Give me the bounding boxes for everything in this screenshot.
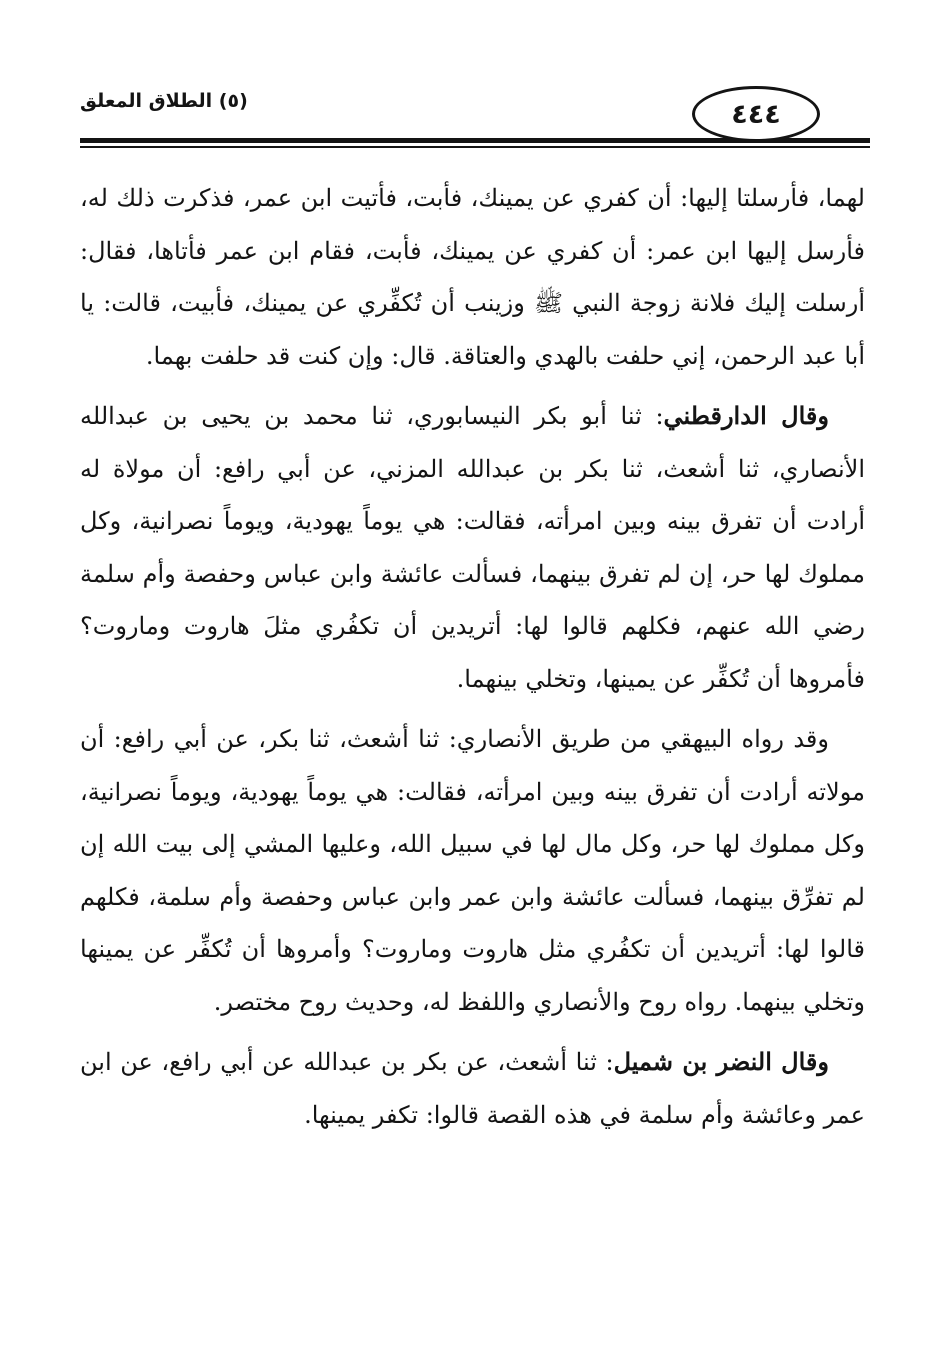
paragraph-4 (80, 1036, 865, 1141)
paragraph-2 (80, 390, 865, 705)
paragraph-text: : ثنا أشعث، عن بكر بن عبدالله عن أبي رافع، عن ابن عمر وعائشة وأم سلمة في هذه القصة قالوا: تكفر يمينها. (80, 1048, 865, 1129)
running-title: (٥) الطلاق المعلق (80, 90, 248, 112)
paragraph-text: لهما، فأرسلتا إليها: أن كفري عن يمينك، فأبت، فأتيت ابن عمر، فذكرت ذلك له، فأرسل إليها ابن عمر: أن كفري عن يمينك، فأبت، فقام ابن عمر فأتاها، فقال: أرسلت إليك فلانة زوجة النبي ﷺ وزينب أن تُكفِّري عن يمينك، فأبيت، قالت: يا أبا عبد الرحمن، إني حلفت بالهدي والعتاقة. قال: وإن كنت قد حلفت بهما. (80, 184, 865, 370)
page-number: ٤٤٤ (731, 98, 781, 130)
paragraph-text: وقد رواه البيهقي من طريق الأنصاري: ثنا أشعث، ثنا بكر، عن أبي رافع: أن مولاته أرادت أن تفرق بينه وبين امرأته، فقالت: هي يوماً يهودية، ويوماً نصرانية، وكل مملوك لها حر، وكل مال لها في سبيل الله، وعليها المشي إلى بيت الله إن لم تفرِّق بينهما، فسألت عائشة وابن عمر وابن عباس وحفصة وأم سلمة، فكلهم قالوا لها: أتريدين أن تكفُري مثل هاروت وماروت؟ وأمروها أن تُكفِّر عن يمينها وتخلي بينهما. رواه روح والأنصاري واللفظ له، وحديث روح مختصر. (80, 725, 865, 1016)
paragraph-lead: وقال النضر بن شميل (613, 1047, 829, 1076)
paragraph-3 (80, 713, 865, 1028)
body-text (80, 172, 865, 1141)
page-number-badge (692, 86, 820, 142)
paragraph-text: : ثنا أبو بكر النيسابوري، ثنا محمد بن يحيى بن عبدالله الأنصاري، ثنا أشعث، ثنا بكر بن عبدالله المزني، عن أبي رافع: أن مولاة له أرادت أن تفرق بينه وبين امرأته، فقالت: هي يوماً يهودية، ويوماً نصرانية، وكل مملوك لها حر، إن لم تفرق بينهما، فسألت عائشة وابن عباس وحفصة وأم سلمة رضي الله عنهم، فكلهم قالوا لها: أتريدين أن تكفُري مثلَ هاروت وماروت؟ فأمروها أن تُكفِّر عن يمينها، وتخلي بينهما. (80, 402, 865, 693)
paragraph-lead: وقال الدارقطني (663, 401, 829, 430)
paragraph-1 (80, 172, 865, 382)
page-header (80, 82, 870, 152)
header-rule-thin (80, 146, 870, 148)
